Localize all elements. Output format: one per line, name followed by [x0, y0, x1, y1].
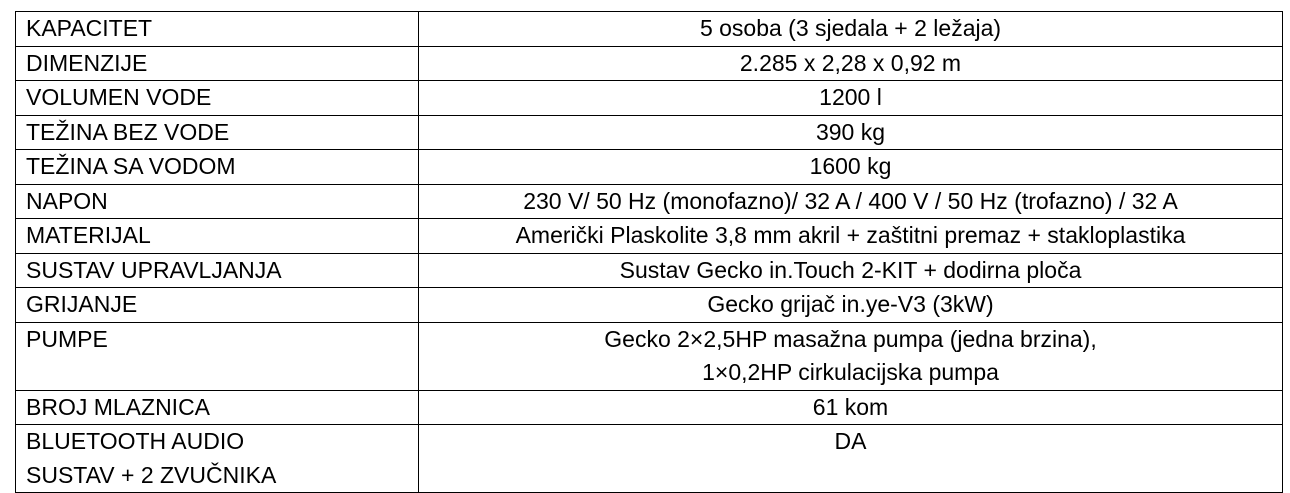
spec-value-cell: [419, 390, 1283, 425]
spec-value-cell: [419, 184, 1283, 219]
spec-label: TEŽINA BEZ VODE: [26, 118, 230, 145]
spec-label: NAPON: [26, 187, 108, 214]
spec-value-cell: [419, 425, 1283, 493]
spec-label: MATERIJAL: [26, 222, 151, 248]
table-row: [16, 81, 1283, 116]
spec-label-cell: [16, 184, 419, 219]
specifications-table: [15, 11, 1283, 493]
spec-label-cell: [16, 253, 419, 288]
spec-value-cell: [419, 288, 1283, 323]
spec-value-cell: [419, 81, 1283, 116]
spec-label: BLUETOOTH AUDIO: [26, 428, 245, 454]
spec-value: 1200 l: [819, 84, 882, 110]
spec-value-cell: [419, 253, 1283, 288]
spec-label-cell: [16, 288, 419, 323]
spec-label: GRIJANJE: [26, 291, 138, 317]
spec-label-cell: [16, 150, 419, 185]
spec-label: SUSTAV + 2 ZVUČNIKA: [26, 461, 277, 488]
table-row: [16, 150, 1283, 185]
table-row: [16, 219, 1283, 254]
spec-value: 61 kom: [812, 393, 889, 420]
spec-label: PUMPE: [26, 325, 108, 352]
table-row: [16, 288, 1283, 323]
specifications-table-body: [16, 12, 1283, 493]
spec-value: 2.285 x 2,28 x 0,92 m: [739, 49, 962, 76]
spec-value-cell: [419, 150, 1283, 185]
spec-label-cell: [16, 46, 419, 81]
spec-label-cell: [16, 219, 419, 254]
spec-value: 5 osoba (3 sjedala + 2 ležaja): [699, 15, 1002, 41]
spec-label-cell: [16, 425, 419, 493]
spec-value-cell: [419, 115, 1283, 150]
spec-label-cell: [16, 115, 419, 150]
table-row: [16, 322, 1283, 390]
spec-label-cell: [16, 390, 419, 425]
table-row: [16, 46, 1283, 81]
spec-value: Američki Plaskolite 3,8 mm akril + zaštitni premaz + stakloplastika: [515, 222, 1186, 248]
table-row: [16, 390, 1283, 425]
table-row: [16, 253, 1283, 288]
spec-value: DA: [834, 428, 867, 454]
spec-value-cell: [419, 46, 1283, 81]
spec-value: Sustav Gecko in.Touch 2-KIT + dodirna ploča: [619, 256, 1082, 283]
table-row: [16, 425, 1283, 493]
spec-label: KAPACITET: [26, 15, 153, 41]
table-row: [16, 12, 1283, 47]
spec-label: TEŽINA SA VODOM: [26, 153, 236, 179]
table-row: [16, 184, 1283, 219]
spec-value-cell: [419, 12, 1283, 47]
spec-label: VOLUMEN VODE: [26, 84, 212, 110]
table-row: [16, 115, 1283, 150]
spec-label-cell: [16, 12, 419, 47]
spec-label-cell: [16, 322, 419, 390]
spec-value: 1×0,2HP cirkulacijska pumpa: [702, 359, 999, 385]
spec-value-cell: [419, 322, 1283, 390]
spec-value: 230 V/ 50 Hz (monofazno)/ 32 A / 400 V / 50 Hz (trofazno) / 32 A: [523, 187, 1178, 214]
spec-value: Gecko grijač in.ye-V3 (3kW): [707, 291, 994, 317]
spec-label: DIMENZIJE: [26, 49, 148, 76]
spec-label-cell: [16, 81, 419, 116]
spec-value: Gecko 2×2,5HP masažna pumpa (jedna brzina),: [604, 325, 1097, 352]
spec-label: SUSTAV UPRAVLJANJA: [26, 256, 282, 283]
spec-value: 390 kg: [815, 118, 886, 145]
spec-value-cell: [419, 219, 1283, 254]
spec-value: 1600 kg: [809, 153, 892, 179]
spec-label: BROJ MLAZNICA: [26, 393, 211, 420]
